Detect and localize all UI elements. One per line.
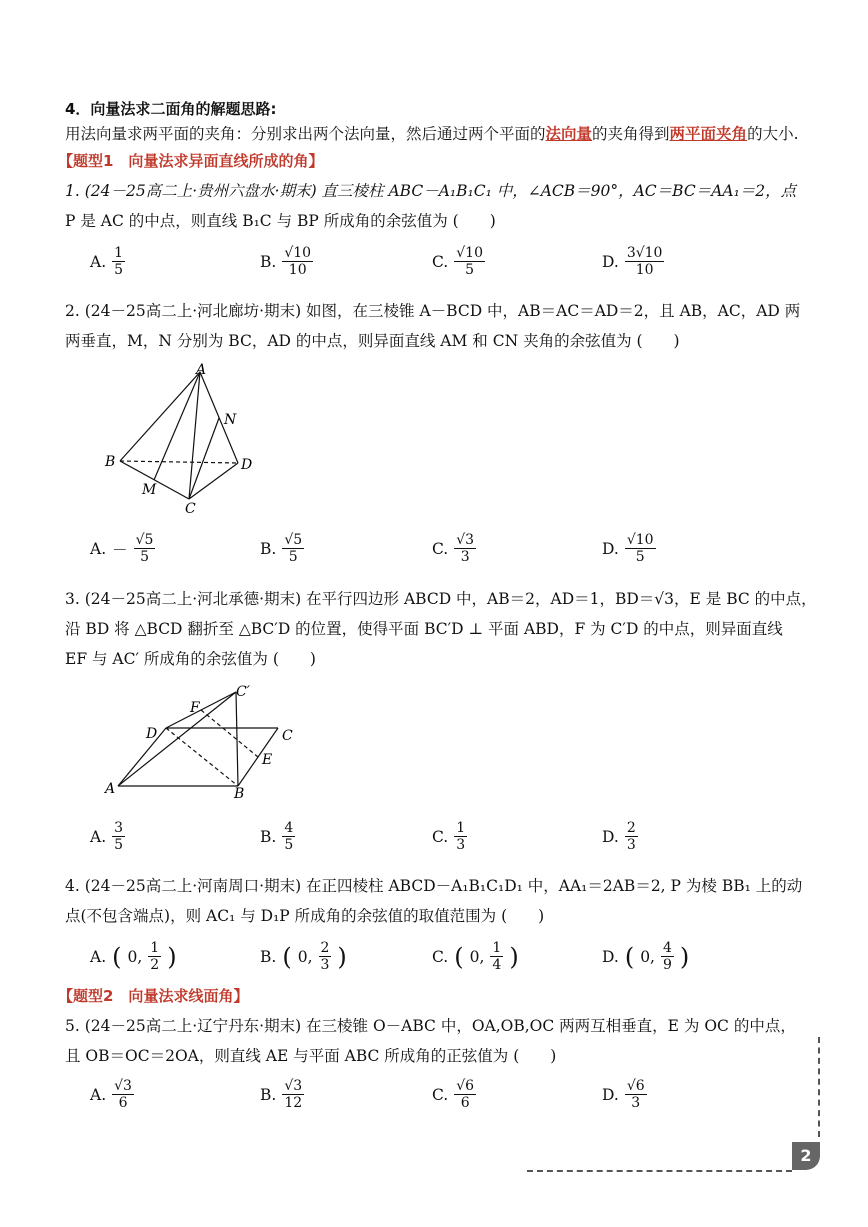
q5-line2: 且 OB＝OC＝2OA，则直线 AE 与平面 ABC 所成角的正弦值为 ( ) [65, 1047, 557, 1065]
q2-option-d[interactable]: D. $\frac{√10}{5}$ [602, 532, 654, 565]
q3-option-c[interactable]: C. $\frac{1}{3}$ [432, 820, 466, 853]
label-N: N [224, 412, 237, 428]
q1-option-c[interactable]: C. $\frac{√10}{5}$ [432, 245, 483, 278]
label-B: B [234, 786, 245, 802]
label-C-prime: C′ [236, 684, 250, 700]
desc-part3: 的大小. [747, 125, 799, 143]
q2-line1: 2. (24－25高二上·河北廊坊·期末) 如图，在三棱锥 A－BCD 中，AB＝AC＝AD＝2，且 AB，AC，AD 两 [65, 302, 801, 320]
label-D: D [241, 457, 253, 473]
label-E: E [262, 752, 273, 768]
q5-option-b[interactable]: B. $\frac{√3}{12}$ [260, 1078, 303, 1111]
page-border-vertical [818, 1037, 820, 1137]
q1-option-d[interactable]: D. $\frac{3√10}{10}$ [602, 245, 663, 278]
label-F: F [190, 700, 200, 716]
q1-option-a[interactable]: A. $\frac{1}{5}$ [90, 245, 124, 278]
q4-option-d[interactable]: D. ( 0, $\frac{4}{9}$ ) [602, 940, 690, 973]
q4-option-b[interactable]: B. ( 0, $\frac{2}{3}$ ) [260, 940, 347, 973]
q2-line2: 两垂直，M，N 分别为 BC，AD 的中点，则异面直线 AM 和 CN 夹角的余弦值为 ( ) [65, 332, 680, 350]
q5-option-a[interactable]: A. $\frac{√3}{6}$ [90, 1078, 132, 1111]
section-title: 4．向量法求二面角的解题思路: [65, 100, 277, 118]
q2-option-a[interactable]: A. － $\frac{√5}{5}$ [90, 532, 154, 565]
desc-highlight-plane-angle: 两平面夹角 [669, 124, 748, 143]
label-A: A [105, 781, 116, 797]
label-C: C [282, 728, 293, 744]
page-number: 2 [792, 1142, 820, 1170]
q3-option-a[interactable]: A. $\frac{3}{5}$ [90, 820, 124, 853]
desc-highlight-normal-vector: 法向量 [545, 124, 593, 143]
q2-pyramid-figure [100, 358, 270, 518]
label-D: D [146, 726, 158, 742]
topic-1-heading: 【题型1 向量法求异面直线所成的角】 [58, 152, 324, 170]
q4-line2: 点(不包含端点)，则 AC₁ 与 D₁P 所成角的余弦值的取值范围为 ( ) [65, 907, 545, 925]
q1-option-b[interactable]: B. $\frac{√10}{10}$ [260, 245, 312, 278]
q5-option-c[interactable]: C. $\frac{√6}{6}$ [432, 1078, 475, 1111]
desc-part2: 的夹角得到 [592, 125, 670, 143]
q5-line1: 5. (24－25高二上·辽宁丹东·期末) 在三棱锥 O－ABC 中，OA,OB,OC 两两互相垂直，E 为 OC 的中点， [65, 1017, 796, 1035]
topic-2-heading: 【题型2 向量法求线面角】 [58, 987, 249, 1005]
desc-part1: 用法向量求两平面的夹角：分别求出两个法向量，然后通过两个平面的 [65, 125, 546, 143]
q4-option-c[interactable]: C. ( 0, $\frac{1}{4}$ ) [432, 940, 519, 973]
q5-option-d[interactable]: D. $\frac{√6}{3}$ [602, 1078, 645, 1111]
q3-line3: EF 与 AC′ 所成角的余弦值为 ( ) [65, 650, 316, 668]
q3-option-b[interactable]: B. $\frac{4}{5}$ [260, 820, 294, 853]
q3-option-d[interactable]: D. $\frac{2}{3}$ [602, 820, 636, 853]
q4-line1: 4. (24－25高二上·河南周口·期末) 在正四棱柱 ABCD－A₁B₁C₁D₁ 中，AA₁＝2AB＝2, P 为棱 BB₁ 上的动 [65, 877, 803, 895]
q4-option-a[interactable]: A. ( 0, $\frac{1}{2}$ ) [90, 940, 177, 973]
label-M: M [142, 482, 157, 498]
label-A: A [196, 362, 207, 378]
q1-line2: P 是 AC 的中点，则直线 B₁C 与 BP 所成角的余弦值为 ( ) [65, 212, 496, 230]
page-border-horizontal [527, 1170, 792, 1172]
q2-option-c[interactable]: C. $\frac{√3}{3}$ [432, 532, 475, 565]
label-B: B [105, 454, 116, 470]
section-description [65, 123, 799, 145]
q2-option-b[interactable]: B. $\frac{√5}{5}$ [260, 532, 303, 565]
q3-line2: 沿 BD 将 △BCD 翻折至 △BC′D 的位置，使得平面 BC′D ⊥ 平面 ABD，F 为 C′D 的中点，则异面直线 [65, 620, 783, 638]
q3-fold-figure [100, 678, 310, 808]
q1-line1: 1. (24－25高二上·贵州六盘水·期末) 直三棱柱 ABC－A₁B₁C₁ 中，∠ACB＝90°，AC＝BC＝AA₁＝2，点 [65, 182, 797, 200]
label-C: C [185, 501, 196, 517]
q3-line1: 3. (24－25高二上·河北承德·期末) 在平行四边形 ABCD 中，AB＝2，AD＝1，BD＝√3，E 是 BC 的中点， [65, 590, 817, 608]
